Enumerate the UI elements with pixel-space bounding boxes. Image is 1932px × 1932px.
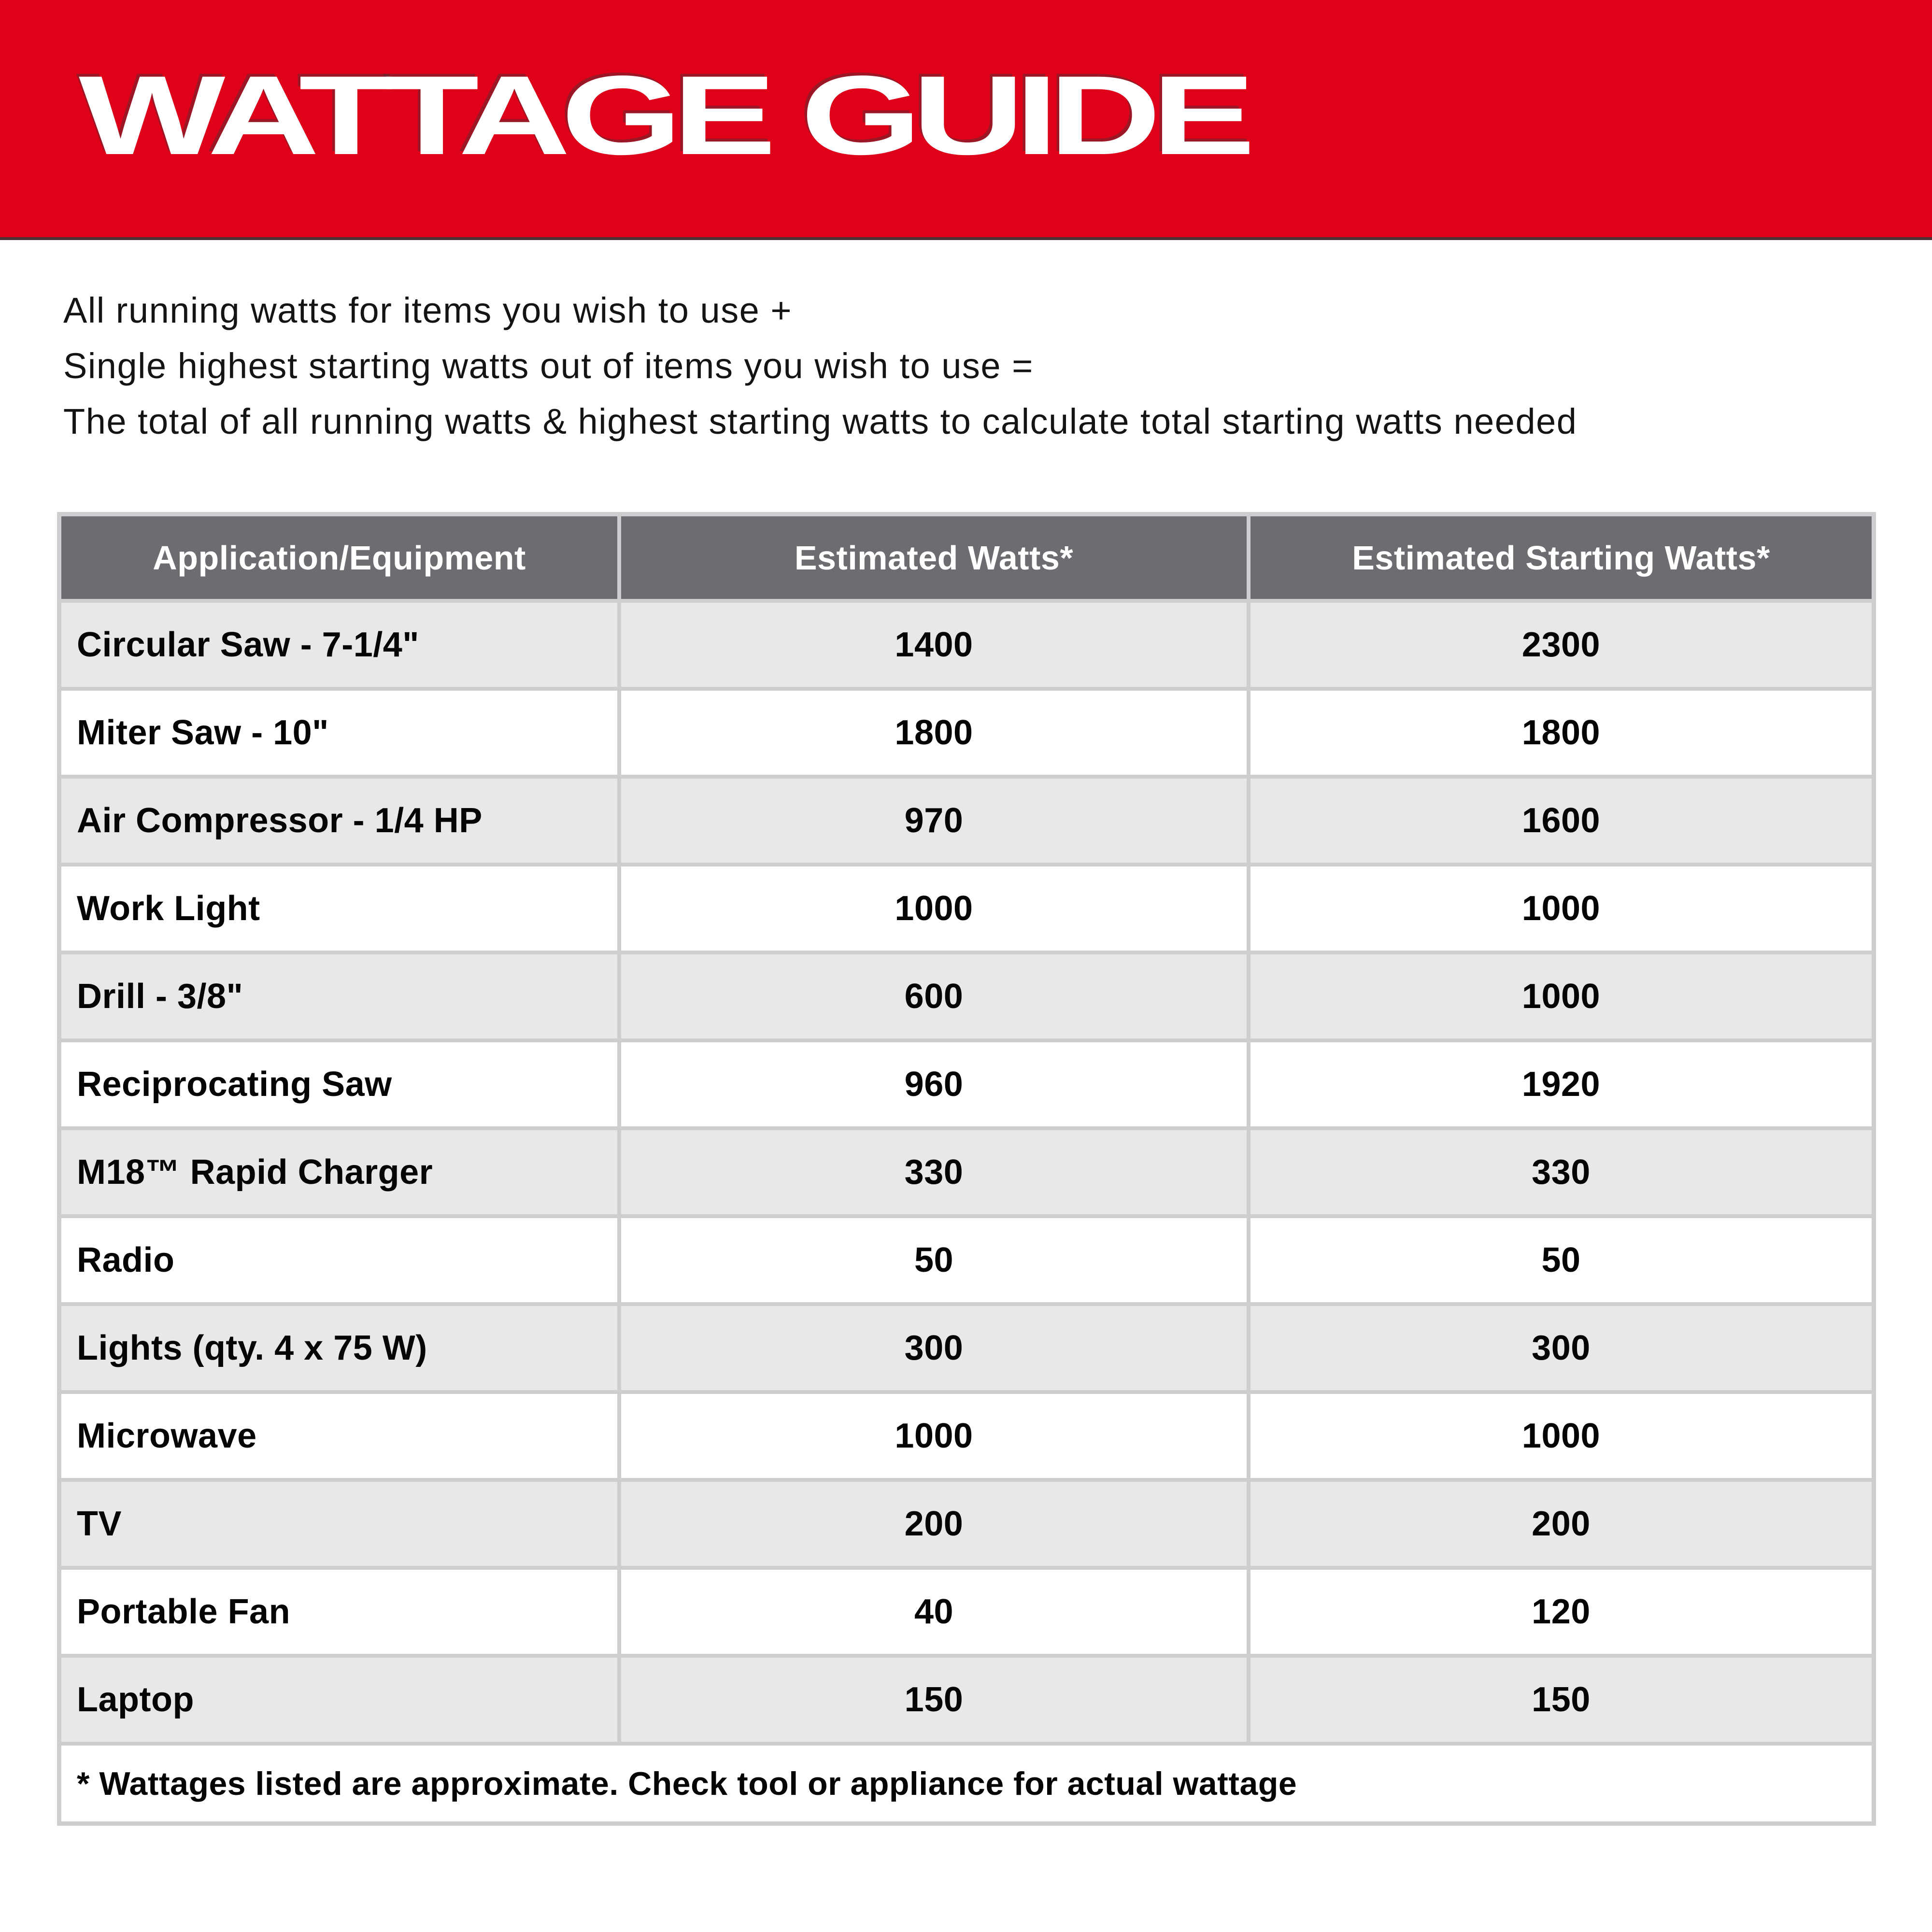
estimated-watts-cell: 970 [621,779,1247,863]
intro-line-2: Single highest starting watts out of items you wish to use = [63,346,1034,386]
estimated-starting-watts-cell: 2300 [1250,603,1872,687]
estimated-watts-cell: 1400 [621,603,1247,687]
equipment-cell: Lights (qty. 4 x 75 W) [61,1306,617,1390]
estimated-watts-cell: 1000 [621,1394,1247,1478]
equipment-cell: M18™ Rapid Charger [61,1130,617,1214]
intro-line-3: The total of all running watts & highest starting watts to calculate total starting watts needed [63,401,1577,441]
red-banner [0,0,1932,240]
estimated-starting-watts-cell: 1600 [1250,779,1872,863]
estimated-watts-cell: 150 [621,1658,1247,1742]
estimated-starting-watts-cell: 1000 [1250,867,1872,951]
estimated-watts-cell: 50 [621,1218,1247,1302]
estimated-watts-cell: 200 [621,1482,1247,1566]
estimated-starting-watts-cell: 200 [1250,1482,1872,1566]
equipment-cell: Portable Fan [61,1570,617,1654]
estimated-watts-cell: 1000 [621,867,1247,951]
equipment-cell: Drill - 3/8" [61,954,617,1038]
intro-text [63,283,1870,449]
equipment-cell: TV [61,1482,617,1566]
page-title: WATTAGE GUIDE [79,53,1246,178]
equipment-cell: Air Compressor - 1/4 HP [61,779,617,863]
column-header-estimated-watts: Estimated Watts* [621,516,1247,599]
wattage-table [57,512,1876,1826]
estimated-starting-watts-cell: 50 [1250,1218,1872,1302]
estimated-starting-watts-cell: 120 [1250,1570,1872,1654]
table-footnote: * Wattages listed are approximate. Check tool or appliance for actual wattage [61,1746,1872,1821]
estimated-watts-cell: 960 [621,1042,1247,1126]
equipment-cell: Circular Saw - 7-1/4" [61,603,617,687]
equipment-cell: Miter Saw - 10" [61,691,617,775]
equipment-cell: Work Light [61,867,617,951]
estimated-watts-cell: 600 [621,954,1247,1038]
estimated-watts-cell: 300 [621,1306,1247,1390]
column-header-estimated-starting-watts: Estimated Starting Watts* [1250,516,1872,599]
estimated-starting-watts-cell: 1000 [1250,1394,1872,1478]
estimated-watts-cell: 330 [621,1130,1247,1214]
equipment-cell: Reciprocating Saw [61,1042,617,1126]
estimated-starting-watts-cell: 300 [1250,1306,1872,1390]
estimated-starting-watts-cell: 150 [1250,1658,1872,1742]
equipment-cell: Laptop [61,1658,617,1742]
equipment-cell: Radio [61,1218,617,1302]
estimated-watts-cell: 40 [621,1570,1247,1654]
estimated-starting-watts-cell: 1800 [1250,691,1872,775]
estimated-watts-cell: 1800 [621,691,1247,775]
intro-line-1: All running watts for items you wish to use + [63,290,793,330]
estimated-starting-watts-cell: 330 [1250,1130,1872,1214]
equipment-cell: Microwave [61,1394,617,1478]
estimated-starting-watts-cell: 1920 [1250,1042,1872,1126]
estimated-starting-watts-cell: 1000 [1250,954,1872,1038]
column-header-application-equipment: Application/Equipment [61,516,617,599]
